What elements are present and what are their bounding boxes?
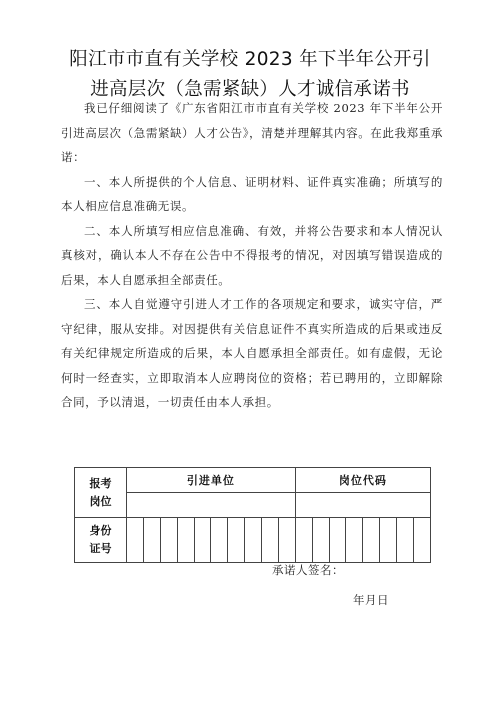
position-label-line-1: 报考 xyxy=(89,476,112,490)
id-digit-cell[interactable] xyxy=(329,518,346,563)
intro-paragraph: 我已仔细阅读了《广东省阳江市市直有关学校 2023 年下半年公开引进高层次（急需紧缺）人才公告》，清楚并理解其内容。在此我郑重承诺： xyxy=(61,101,443,164)
document-title-line-2: 进高层次（急需紧缺）人才诚信承诺书 xyxy=(90,79,410,100)
code-input-cell[interactable] xyxy=(295,493,430,518)
document-title-line-1: 阳江市市直有关学校 2023 年下半年公开引 xyxy=(69,49,431,70)
unit-header: 引进单位 xyxy=(127,468,296,493)
id-digit-cell[interactable] xyxy=(262,518,279,563)
position-label-cell xyxy=(75,468,127,518)
id-digit-cell[interactable] xyxy=(127,518,144,563)
id-label-cell xyxy=(75,518,127,563)
id-label-line-2: 证号 xyxy=(89,542,112,555)
pledge-item-3: 三、本人自觉遵守引进人才工作的各项规定和要求，诚实守信，严守纪律，服从安排。对因提供有关信息证件不真实所造成的后果或违反有关纪律规定所造成的后果，本人自愿承担全部责任。如有虚假，无论何时一经查实，立即取消本人应聘岗位的资格；若已聘用的，立即解除合同，予以清退，一切责任由本人承担。 xyxy=(61,297,443,409)
id-label-line-1: 身份 xyxy=(89,524,112,537)
id-digit-cell[interactable] xyxy=(177,518,194,563)
position-label-line-2: 岗位 xyxy=(89,494,112,508)
date-label: 年月日 xyxy=(353,593,389,607)
unit-input-cell[interactable] xyxy=(127,493,296,518)
id-digit-cell[interactable] xyxy=(380,518,397,563)
signature-label: 承诺人签名： xyxy=(272,563,344,577)
id-digit-cell[interactable] xyxy=(312,518,329,563)
pledge-item-1: 一、本人所提供的个人信息、证明材料、证件真实准确；所填写的本人相应信息准确无误。 xyxy=(61,174,443,213)
id-digit-cell[interactable] xyxy=(228,518,245,563)
id-digit-cell[interactable] xyxy=(143,518,160,563)
id-digit-cell[interactable] xyxy=(413,518,430,563)
applicant-info-table xyxy=(74,467,431,563)
document-body xyxy=(61,96,443,415)
id-digit-cell[interactable] xyxy=(397,518,414,563)
id-digit-cell[interactable] xyxy=(346,518,363,563)
id-digit-cell[interactable] xyxy=(211,518,228,563)
id-digit-cell[interactable] xyxy=(278,518,295,563)
id-digit-cell[interactable] xyxy=(295,518,312,563)
id-digit-cell[interactable] xyxy=(160,518,177,563)
id-digit-cell[interactable] xyxy=(194,518,211,563)
id-digit-cell[interactable] xyxy=(245,518,262,563)
pledge-item-2: 二、本人所填写相应信息准确、有效，并将公告要求和本人情况认真核对，确认本人不存在公告中不得报考的情况，对因填写错误造成的后果，本人自愿承担全部责任。 xyxy=(61,223,443,287)
code-header: 岗位代码 xyxy=(295,468,430,493)
id-digit-cell[interactable] xyxy=(363,518,380,563)
